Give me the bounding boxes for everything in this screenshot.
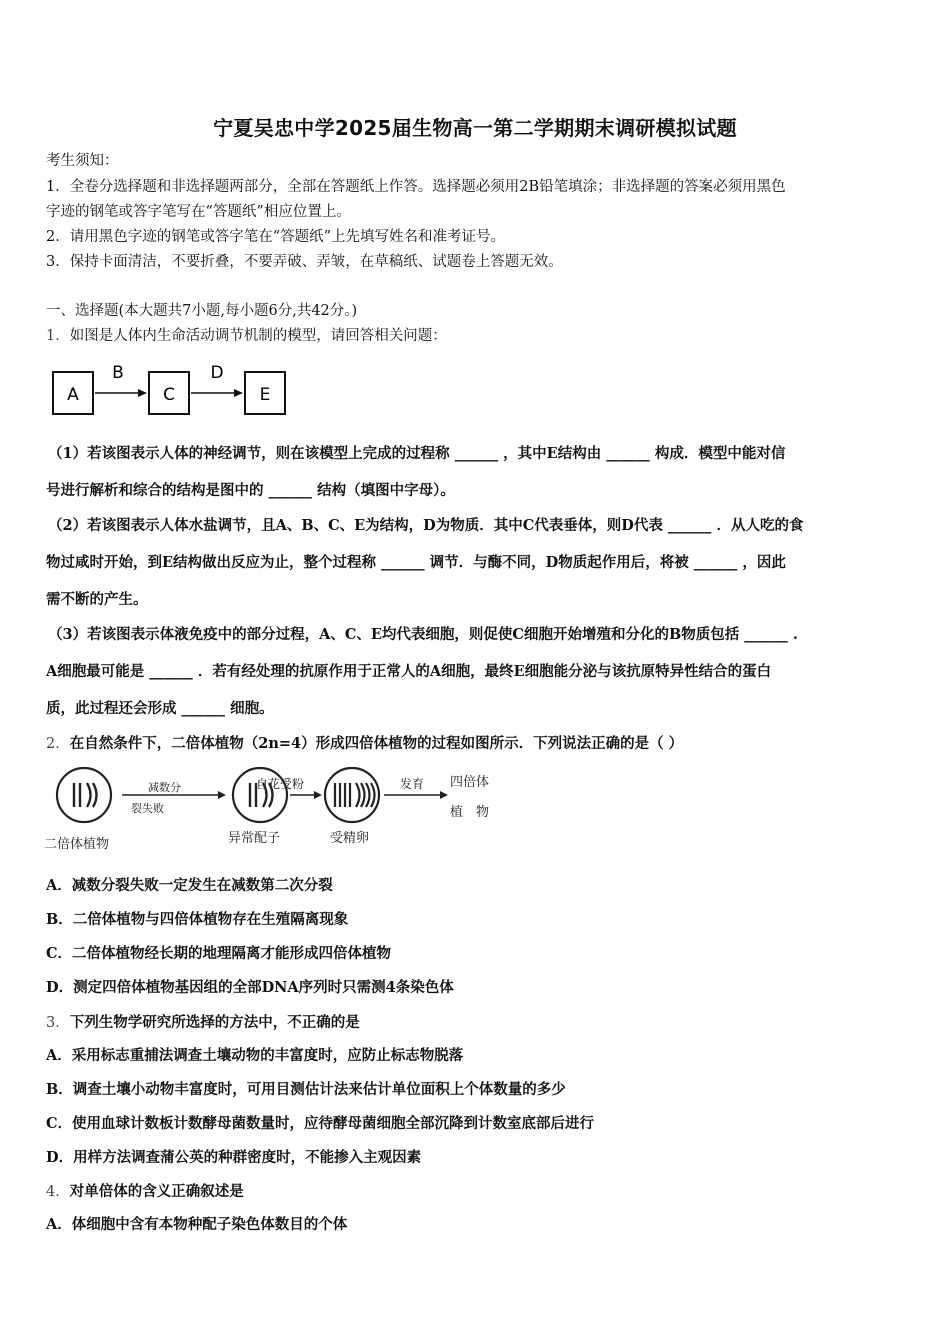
question-1-part: （3）若该图表示体液免疫中的部分过程，A、C、E均代表细胞，则促使C细胞开始增殖和分化的B物质包括 ______ . [48, 626, 798, 643]
diploid-chromosomes [74, 783, 97, 807]
tetraploid-formation-diagram [44, 762, 504, 854]
question-text: 如图是人体内生命活动调节机制的模型，请回答相关问题： [69, 328, 447, 344]
box-e-label: E [259, 385, 271, 405]
question-text: 对单倍体的含义正确叙述是 [69, 1183, 244, 1200]
question-1-part: 物过咸时开始，到E结构做出反应为止，整个过程称 ______ 调节．与酶不同，D物质起作用后，将被 ______ ，因此 [46, 554, 786, 571]
notice-item: 2．请用黑色字迹的钢笔或答字笔在“答题纸”上先填写姓名和准考证号。 [46, 229, 506, 245]
zygote-chromosomes [335, 783, 375, 807]
option-item: B．调查土壤小动物丰富度时，可用目测估计法来估计单位面积上个体数量的多少 [46, 1081, 566, 1098]
notice-heading: 考生须知： [46, 153, 119, 169]
notice-item: 3．保持卡面清洁，不要折叠，不要弄破、弄皱，在草稿纸、试题卷上答题无效。 [46, 254, 563, 270]
arrow-b-head [138, 389, 147, 397]
gamete-label: 异常配子 [228, 831, 281, 846]
arrow-develop-label: 发育 [400, 777, 425, 791]
arrow-develop-head [440, 791, 448, 799]
section-heading: 一、选择题(本大题共7小题,每小题6分,共42分。) [46, 303, 358, 319]
option-item: A．采用标志重捕法调查土壤动物的丰富度时，应防止标志物脱落 [46, 1047, 464, 1064]
question-1-part: A细胞最可能是 ______ ．若有经处理的抗原作用于正常人的A细胞，最终E细胞能分泌与该抗原特异性结合的蛋白 [46, 663, 772, 680]
question-text: 在自然条件下，二倍体植物（2n=4）形成四倍体植物的过程如图所示．下列说法正确的是（ ） [69, 735, 684, 752]
arrow-meiosis-head [218, 791, 226, 799]
box-a-label: A [67, 385, 79, 405]
question-number: 4． [46, 1184, 70, 1200]
box-c-label: C [163, 385, 175, 405]
option-item: D．测定四倍体植物基因组的全部DNA序列时只需测4条染色体 [46, 979, 454, 996]
option-item: D．用样方法调查蒲公英的种群密度时，不能掺入主观因素 [46, 1149, 422, 1166]
option-item: C．二倍体植物经长期的地理隔离才能形成四倍体植物 [46, 945, 392, 962]
option-item: A．减数分裂失败一定发生在减数第二次分裂 [46, 877, 333, 894]
diploid-label: 二倍体植物 [44, 837, 110, 852]
notice-item: 字迹的钢笔或答字笔写在“答题纸”相应位置上。 [46, 204, 351, 220]
question-1-part: 需不断的产生。 [46, 591, 148, 608]
question-text: 下列生物学研究所选择的方法中，不正确的是 [69, 1014, 360, 1031]
arrow-meiosis-label-top: 减数分 [148, 781, 181, 794]
question-number: 3． [46, 1015, 70, 1031]
option-item: B．二倍体植物与四倍体植物存在生殖隔离现象 [46, 911, 349, 928]
question-1-part: （1）若该图表示人体的神经调节，则在该模型上完成的过程称 ______ ，其中E结构由 ______ 构成．模型中能对信 [48, 445, 786, 462]
arrow-d-label: D [210, 363, 224, 383]
question-1-part: 质，此过程还会形成 ______ 细胞。 [46, 700, 274, 717]
question-1-part: （2）若该图表示人体水盐调节，且A、B、C、E为结构，D为物质．其中C代表垂体，则D代表 ______ ．从人吃的食 [48, 517, 804, 534]
regulation-model-diagram [50, 360, 292, 418]
question-3-stem [46, 1013, 912, 1033]
page-title: 宁夏吴忠中学2025届生物高一第二学期期末调研模拟试题 [213, 116, 737, 140]
zygote-cell [325, 768, 379, 822]
arrow-d-head [234, 389, 243, 397]
question-4-stem [46, 1182, 912, 1202]
notice-item: 1．全卷分选择题和非选择题两部分，全部在答题纸上作答。选择题必须用2B铅笔填涂；非选择题的答案必须用黑色 [46, 179, 786, 195]
question-2-stem [46, 734, 912, 754]
option-item: C．使用血球计数板计数酵母菌数量时，应待酵母菌细胞全部沉降到计数室底部后进行 [46, 1115, 595, 1132]
question-1-stem [46, 326, 912, 346]
result-label-line2: 植 物 [450, 805, 490, 820]
result-label-line1: 四倍体 [450, 775, 490, 790]
zygote-label: 受精卵 [330, 831, 370, 846]
question-1-part: 号进行解析和综合的结构是图中的 ______ 结构（填图中字母）。 [46, 482, 455, 499]
question-number: 1． [46, 328, 70, 344]
option-item: A．体细胞中含有本物种配子染色体数目的个体 [46, 1216, 348, 1233]
arrow-selfing-label: 自花受粉 [256, 777, 305, 791]
arrow-b-label: B [112, 363, 124, 383]
diploid-cell [57, 768, 111, 822]
arrow-selfing-head [314, 791, 322, 799]
question-number: 2． [46, 736, 70, 752]
arrow-meiosis-label-bottom: 裂失败 [131, 802, 164, 815]
